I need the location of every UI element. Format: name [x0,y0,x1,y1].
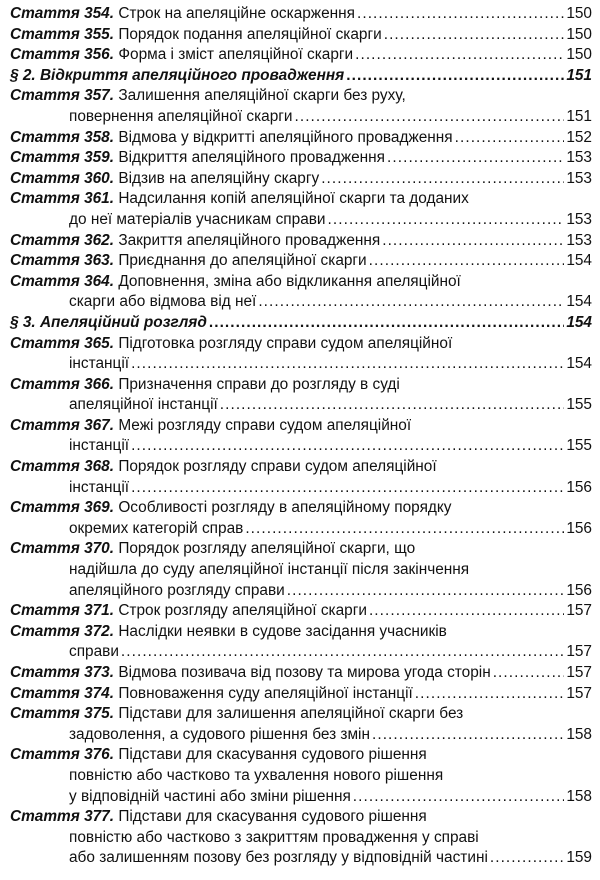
toc-line [10,210,592,231]
page-number: 153 [566,149,592,167]
toc-article-entry [10,375,592,416]
article-label: Стаття 373. [10,664,115,681]
page-number: 156 [566,519,592,537]
dot-leader [131,478,564,499]
page-number: 153 [566,210,592,228]
dot-leader [382,231,564,252]
dot-leader [353,787,565,808]
toc-article-entry [10,25,592,46]
article-label: Стаття 354. [10,5,115,22]
article-label: Стаття 376. [10,746,115,764]
toc-article-entry [10,663,592,684]
entry-title: апеляційної інстанції [69,396,218,414]
entry-title: повернення апеляційної скарги [69,107,293,125]
dot-leader [131,436,564,457]
toc-line [10,416,592,437]
page-number: 154 [566,252,592,270]
toc-article-entry [10,745,592,807]
page-number: 153 [566,169,592,187]
entry-title: Доповнення, зміна або відкликання апеляційної [118,272,461,290]
entry-title: Відмова у відкритті апеляційного провадження [118,128,453,146]
toc-line [10,292,592,313]
dot-leader [258,292,564,313]
toc-article-entry [10,457,592,498]
dot-leader [328,210,565,231]
entry-title: Підстави для скасування судового рішення [118,808,427,826]
page-number: 157 [566,643,592,661]
toc-line [10,395,592,416]
entry-title: Підстави для скасування судового рішення [118,746,427,764]
toc-line [10,539,592,560]
toc-line [10,828,592,849]
toc-line [10,189,592,210]
page-number: 150 [566,46,592,64]
entry-title: Строк на апеляційне оскарження [118,5,355,22]
entry-title: Порядок розгляду апеляційної скарги, що [118,540,416,558]
toc-article-entry [10,189,592,230]
toc-line [10,642,592,663]
toc-line [10,66,592,87]
toc-line [10,436,592,457]
page-number: 156 [566,478,592,496]
toc-line [10,169,592,190]
entry-title: або залишенням позову без розгляду у відповідній частині [69,849,488,867]
page-number: 155 [566,396,592,414]
dot-leader [220,395,565,416]
toc-line [10,148,592,169]
toc-line [10,663,592,684]
article-label: Стаття 361. [10,190,115,208]
entry-title: до неї матеріалів учасникам справи [69,210,326,228]
article-label: Стаття 367. [10,416,115,434]
article-label: Стаття 366. [10,375,115,393]
dot-leader [131,354,564,375]
entry-title: задоволення, а судового рішення без змін [69,725,370,743]
entry-title: Особливості розгляду в апеляційному порядку [118,499,452,517]
toc-article-entry [10,334,592,375]
entry-title: Підстави для залишення апеляційної скарги без [118,705,464,723]
page-number: 150 [566,25,592,43]
toc-line [10,25,592,46]
toc-line [10,807,592,828]
page-number: 158 [566,787,592,805]
entry-title: Строк розгляду апеляційної скарги [118,602,367,620]
toc-article-entry [10,251,592,272]
toc-line [10,334,592,355]
article-label: Стаття 362. [10,231,115,249]
page-number: 156 [566,581,592,599]
toc-article-entry [10,45,592,66]
entry-title: у відповідній частині або зміни рішення [69,787,351,805]
toc-line [10,45,592,66]
article-label: Стаття 363. [10,252,115,270]
dot-leader [493,663,565,684]
entry-title: § 3. Апеляційний розгляд [10,313,207,331]
toc-article-entry [10,231,592,252]
dot-leader [415,684,565,705]
toc-section-heading [10,313,592,334]
article-label: Стаття 372. [10,622,115,640]
toc-line [10,787,592,808]
toc-line [10,128,592,149]
entry-title: інстанції [69,478,130,496]
toc-line [10,498,592,519]
toc-line [10,581,592,602]
page-number: 154 [566,355,592,373]
toc-article-entry [10,807,592,869]
article-label: Стаття 371. [10,602,115,620]
toc-line [10,622,592,643]
entry-title: Порядок розгляду справи судом апеляційної [118,458,437,476]
toc-article-entry [10,601,592,622]
entry-title: Призначення справи до розгляду в суді [118,375,400,393]
page-number: 154 [566,293,592,311]
dot-leader [245,519,564,540]
toc-line [10,272,592,293]
toc-article-entry [10,622,592,663]
toc-article-entry [10,169,592,190]
entry-title: інстанції [69,355,130,373]
dot-leader [369,601,564,622]
toc-article-entry [10,704,592,745]
toc-section-heading [10,66,592,87]
article-label: Стаття 365. [10,334,115,352]
entry-title: Підготовка розгляду справи судом апеляційної [118,334,453,352]
toc-article-entry [10,416,592,457]
dot-leader [294,107,564,128]
article-label: Стаття 358. [10,128,115,146]
page-number: 152 [566,128,592,146]
entry-title: Наслідки неявки в судове засідання учасників [118,622,447,640]
entry-title: повністю або частково з закриттям провадження у справі [69,828,479,846]
toc-line [10,601,592,622]
toc-line [10,375,592,396]
entry-title: апеляційного розгляду справи [69,581,285,599]
toc-line [10,519,592,540]
page-number: 159 [566,849,592,867]
toc-article-entry [10,539,592,601]
entry-title: окремих категорій справ [69,519,244,537]
page-number: 154 [566,313,592,331]
article-label: Стаття 364. [10,272,115,290]
entry-title: повністю або частково та ухвалення нового рішення [69,766,444,784]
toc-line [10,86,592,107]
entry-title: надійшла до суду апеляційної інстанції після закінчення [69,561,470,579]
dot-leader [287,581,565,602]
entry-title: Відкриття апеляційного провадження [118,149,386,167]
dot-leader [355,45,564,66]
article-label: Стаття 360. [10,169,115,187]
dot-leader [372,725,564,746]
dot-leader [369,251,565,272]
page-number: 155 [566,437,592,455]
toc-article-entry [10,498,592,539]
toc-line [10,354,592,375]
article-label: Стаття 377. [10,808,115,826]
toc-line [10,704,592,725]
article-label: Стаття 368. [10,458,115,476]
entry-title: скарги або відмова від неї [69,293,257,311]
dot-leader [357,4,564,25]
entry-title: Відмова позивача від позову та мирова угода сторін [118,664,491,681]
toc-article-entry [10,272,592,313]
page-number: 151 [566,66,592,84]
page-number: 157 [566,602,592,620]
entry-title: інстанції [69,437,130,455]
dot-leader [490,848,564,869]
toc-line [10,766,592,787]
toc-line [10,560,592,581]
dot-leader [455,128,565,149]
article-label: Стаття 359. [10,149,115,167]
entry-title: Повноваження суду апеляційної інстанції [118,684,413,702]
dot-leader [321,169,564,190]
entry-title: справи [69,643,119,661]
toc-article-entry [10,128,592,149]
page-number: 151 [566,107,592,125]
dot-leader [384,25,565,46]
toc-article-entry [10,148,592,169]
page-number: 157 [566,664,592,681]
entry-title: Форма і зміст апеляційної скарги [118,46,354,64]
toc-article-entry [10,4,592,25]
entry-title: Приєднання до апеляційної скарги [118,252,367,270]
article-label: Стаття 374. [10,684,115,702]
dot-leader [346,66,564,87]
toc-article-entry [10,86,592,127]
article-label: Стаття 357. [10,87,115,105]
toc-article-entry [10,684,592,705]
page-number: 157 [566,684,592,702]
toc-line [10,251,592,272]
toc-line [10,478,592,499]
entry-title: Межі розгляду справи судом апеляційної [118,416,412,434]
toc-line [10,107,592,128]
entry-title: § 2. Відкриття апеляційного провадження [10,66,345,84]
toc-line [10,848,592,869]
article-label: Стаття 355. [10,25,115,43]
article-label: Стаття 370. [10,540,115,558]
article-label: Стаття 369. [10,499,115,517]
toc-line [10,4,592,25]
article-label: Стаття 375. [10,705,115,723]
toc-line [10,745,592,766]
dot-leader [387,148,564,169]
toc-line [10,457,592,478]
page-number: 153 [566,231,592,249]
toc-line [10,684,592,705]
entry-title: Залишення апеляційної скарги без руху, [118,87,406,105]
entry-title: Надсилання копій апеляційної скарги та доданих [118,190,469,208]
article-label: Стаття 356. [10,46,115,64]
entry-title: Відзив на апеляційну скаргу [118,169,320,187]
dot-leader [209,313,564,334]
toc-line [10,725,592,746]
entry-title: Закриття апеляційного провадження [118,231,381,249]
entry-title: Порядок подання апеляційної скарги [118,25,382,43]
toc-line [10,313,592,334]
page-number: 158 [566,725,592,743]
page-number: 150 [566,5,592,22]
toc-line [10,231,592,252]
dot-leader [121,642,564,663]
